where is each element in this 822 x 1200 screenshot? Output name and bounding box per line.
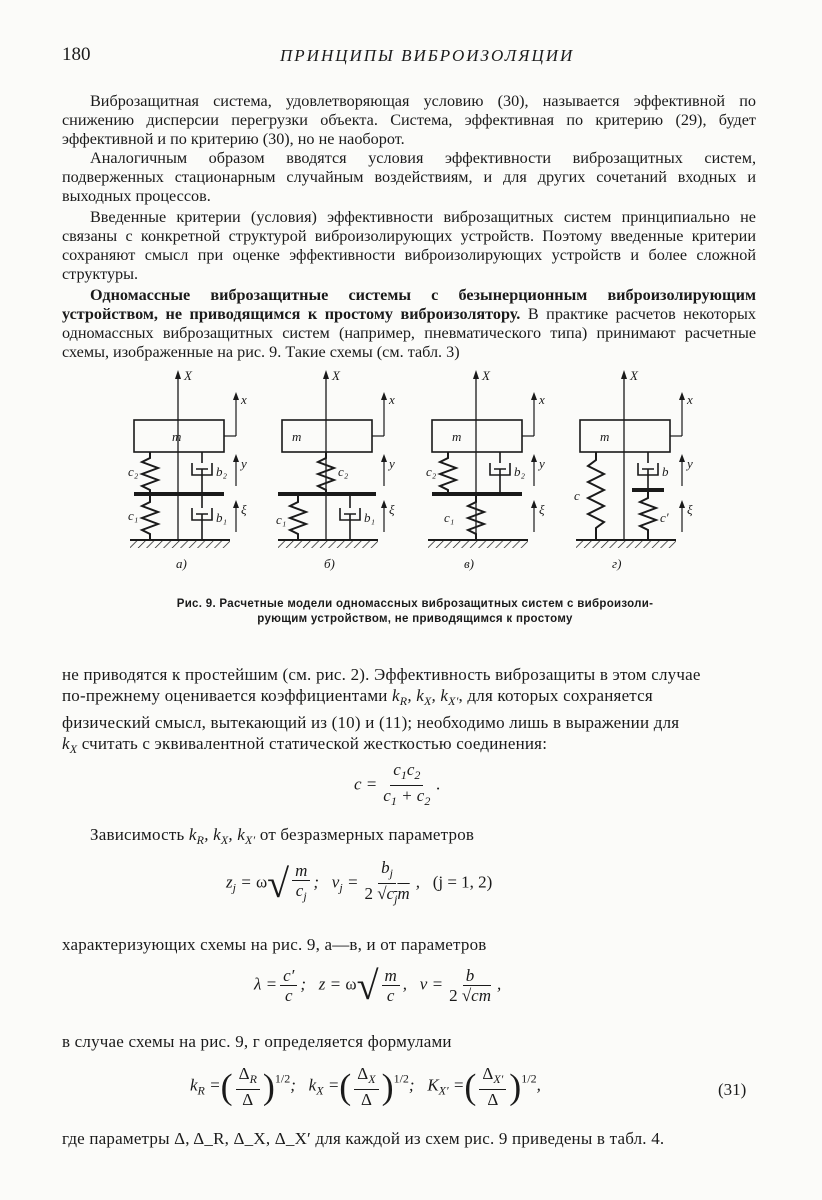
paragraph-3: Введенные критерии (условия) эффективности виброзащитных систем принципиально не связаны с конкретной структурой виброизолирующих устройств. Поэтому введенные критерии сохраняют смысл при оценке эффективности виброизолирующих устройств и более сложной структуры. bbox=[62, 208, 756, 283]
svg-text:y: y bbox=[389, 456, 395, 471]
figure-caption bbox=[110, 597, 720, 627]
svg-text:ξ: ξ bbox=[241, 502, 247, 517]
svg-text:X: X bbox=[630, 368, 638, 383]
svg-text:m: m bbox=[292, 429, 302, 444]
equation-zj-vj: $z_j = \omega√$ $\frac{m}{c_j}$ ; $\nu_j$ = $\frac{b_j}{2 √c_jm}$ , (j = 1, 2) bbox=[226, 858, 493, 906]
case-line: в случае схемы на рис. 9, г определяется формулами bbox=[62, 1032, 452, 1051]
panel-b bbox=[276, 368, 395, 571]
caption-line-2: рующим устройством, не приводящимся к простому bbox=[257, 613, 573, 625]
svg-text:ξ: ξ bbox=[539, 502, 545, 517]
svg-text:b₁: b₁ bbox=[364, 510, 376, 525]
page-number: 180 bbox=[62, 44, 91, 65]
panel-label-v: в) bbox=[464, 556, 474, 571]
body-text-after-figure bbox=[62, 664, 756, 760]
svg-text:c₁: c₁ bbox=[444, 510, 455, 525]
svg-text:m: m bbox=[172, 429, 182, 444]
svg-text:X: X bbox=[184, 368, 192, 383]
equation-lambda: λ = $\frac{c'}{c}$ ; z = ω√ $\frac{m}{c}$ , ν = $\frac{b}{2 √cm}$ , bbox=[254, 963, 502, 1008]
svg-text:c₂: c₂ bbox=[338, 464, 349, 479]
equation-c-equivalent: c = $\frac{c_1c_2}{c_1 + c_2}$ . bbox=[354, 760, 441, 808]
svg-text:x: x bbox=[389, 392, 395, 407]
after-line-1: не приводятся к простейшим (см. рис. 2). Эффективность виброзащиты в этом случае bbox=[62, 665, 701, 684]
svg-text:c₁: c₁ bbox=[276, 512, 287, 527]
svg-text:X: X bbox=[482, 368, 490, 383]
svg-text:X: X bbox=[332, 368, 340, 383]
svg-text:y: y bbox=[687, 456, 693, 471]
svg-text:b₂: b₂ bbox=[514, 464, 526, 479]
panel-label-a: а) bbox=[176, 556, 187, 571]
svg-text:c₁: c₁ bbox=[128, 508, 139, 523]
dependence-line: Зависимость $k_R$, $k_X$, $k_{X'}$ от безразмерных параметров bbox=[90, 825, 475, 847]
final-line: где параметры Δ, Δ_R, Δ_X, Δ_X′ для каждой из схем рис. 9 приведены в табл. 4. bbox=[62, 1129, 665, 1148]
running-title: ПРИНЦИПЫ ВИБРОИЗОЛЯЦИИ bbox=[280, 46, 575, 65]
equation-number-31: (31) bbox=[718, 1080, 747, 1099]
panel-g bbox=[574, 368, 693, 571]
body-text-top bbox=[62, 92, 756, 362]
section-text: В практике расчетов некоторых одномассных виброзащитных систем (например, пневматического типа) принимают расчетные схемы, изображенные на рис. 9. Такие схемы (см. табл. 3) bbox=[62, 305, 757, 361]
svg-text:ξ: ξ bbox=[389, 502, 395, 517]
svg-text:c₂: c₂ bbox=[128, 464, 139, 479]
svg-text:c: c bbox=[574, 488, 580, 503]
svg-text:x: x bbox=[241, 392, 247, 407]
svg-text:m: m bbox=[600, 429, 610, 444]
svg-text:c₂: c₂ bbox=[426, 464, 437, 479]
svg-text:m: m bbox=[452, 429, 462, 444]
paragraph-2: Аналогичным образом вводятся условия эффективности виброзащитных систем, подверженных стационарным случайным воздействиям, и для других сочетаний входных и выходных процессов. bbox=[62, 149, 756, 205]
panel-label-b: б) bbox=[324, 556, 335, 571]
svg-text:x: x bbox=[539, 392, 545, 407]
paragraph-1: Виброзащитная система, удовлетворяющая условию (30), называется эффективной по снижению дисперсии перегрузки объекта. Система, эффективная по критерию (29), будет эффективной и по критерию (30), но не наоборот. bbox=[62, 92, 756, 148]
after-line-4: $k_X$ считать с эквивалентной статической жесткостью соединения: bbox=[62, 734, 548, 756]
panel-a bbox=[128, 368, 247, 571]
svg-text:c′: c′ bbox=[660, 510, 669, 525]
panel-label-g: г) bbox=[612, 556, 622, 571]
svg-text:x: x bbox=[687, 392, 693, 407]
section-heading: Одномассные виброзащитные системы с безынерционным виброизолирующим устройством, не приводящимся к простому виброизолятору. bbox=[62, 286, 756, 323]
equation-31: $k_R$ =( $\frac{\Delta_R}{\Delta}$ )$^{1/2}$; $k_X$ =( $\frac{\Delta_X}{\Delta}$ )$^{1/2}$; $K_{X'}$ =( $\frac{\Delta_{X'}}{\Delta}$ )$^{1/2}$, bbox=[190, 1064, 541, 1109]
section-paragraph bbox=[62, 286, 756, 362]
svg-text:b₁: b₁ bbox=[216, 510, 228, 525]
svg-text:y: y bbox=[241, 456, 247, 471]
caption-line-1: Рис. 9. Расчетные модели одномассных виброзащитных систем с виброизоли- bbox=[176, 598, 654, 610]
svg-text:b₂: b₂ bbox=[216, 464, 228, 479]
characterizing-line: характеризующих схемы на рис. 9, а—в, и от параметров bbox=[62, 935, 487, 954]
figure-9-diagram bbox=[120, 362, 720, 582]
panel-v bbox=[426, 368, 545, 571]
svg-text:ξ: ξ bbox=[687, 502, 693, 517]
after-line-3: физический смысл, вытекающий из (10) и (11); необходимо лишь в выражении для bbox=[62, 713, 680, 732]
svg-text:b: b bbox=[662, 464, 669, 479]
svg-text:y: y bbox=[539, 456, 545, 471]
after-line-2: по-прежнему оценивается коэффициентами $k_R$, $k_X$, $k_{X'}$, для которых сохраняется bbox=[62, 686, 653, 708]
